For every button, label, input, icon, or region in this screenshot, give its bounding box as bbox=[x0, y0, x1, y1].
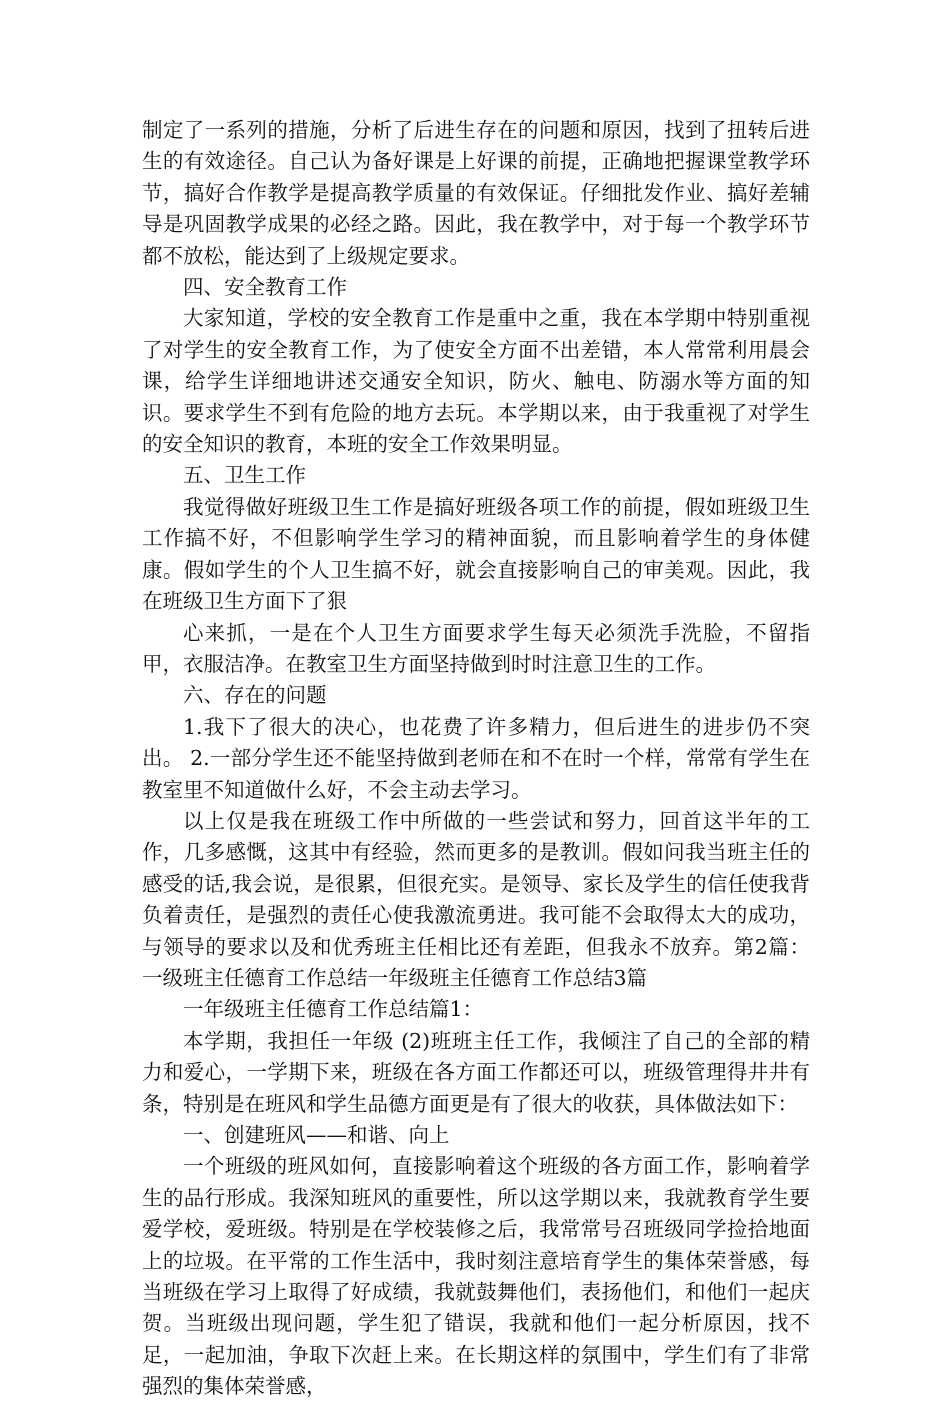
paragraph: 本学期，我担任一年级 (2)班班主任工作，我倾注了自己的全部的精力和爱心，一学期下来，班级在各方面工作都还可以，班级管理得井井有条，特别是在班风和学生品德方面更是有了很大的收获，具体做法如下： bbox=[142, 1028, 810, 1116]
paragraph: 以上仅是我在班级工作中所做的一些尝试和努力，回首这半年的工作，几多感慨，这其中有经验，然而更多的是教训。假如问我当班主任的感受的话,我会说，是很累，但很充实。是领导、家长及学生的信任使我背负着责任，是强烈的责任心使我激流勇进。我可能不会取得太大的成功，与领导的要求以及和优秀班主任相比还有差距，但我永不放弃。第2篇：一级班主任德育工作总结一年级班主任德育工作总结3篇 bbox=[142, 808, 810, 990]
paragraph: 1.我下了很大的决心，也花费了许多精力，但后进生的进步仍不突出。 2.一部分学生还不能坚持做到老师在和不在时一个样，常常有学生在教室里不知道做什么好，不会主动去学习。 bbox=[142, 714, 810, 802]
section-heading-safety: 四、安全教育工作 bbox=[183, 275, 347, 300]
paragraph: 心来抓，一是在个人卫生方面要求学生每天必须洗手洗脸，不留指甲，衣服洁净。在教室卫生方面坚持做到时时注意卫生的工作。 bbox=[142, 620, 810, 676]
paragraph: 我觉得做好班级卫生工作是搞好班级各项工作的前提，假如班级卫生工作搞不好，不但影响学生学习的精神面貌，而且影响着学生的身体健康。假如学生的个人卫生搞不好，就会直接影响自己的审美观。因此，我在班级卫生方面下了狠 bbox=[142, 494, 810, 614]
section-heading-hygiene: 五、卫生工作 bbox=[183, 463, 306, 488]
section-heading-class-style: 一、创建班风——和谐、向上 bbox=[183, 1123, 450, 1147]
paragraph: 大家知道，学校的安全教育工作是重中之重，我在本学期中特别重视了对学生的安全教育工作，为了使安全方面不出差错，本人常常利用晨会课，给学生详细地讲述交通安全知识，防火、触电、防溺水等方面的知识。要求学生不到有危险的地方去玩。本学期以来，由于我重视了对学生的安全知识的教育，本班的安全工作效果明显。 bbox=[142, 306, 810, 457]
paragraph: 制定了一系列的措施，分析了后进生存在的问题和原因，找到了扭转后进生的有效途径。自己认为备好课是上好课的前提，正确地把握课堂教学环节，搞好合作教学是提高教学质量的有效保证。仔细批发作业、搞好差辅导是巩固教学成果的必经之路。因此，我在教学中，对于每一个教学环节都不放松，能达到了上级规定要求。 bbox=[142, 118, 810, 268]
document-body bbox=[142, 115, 810, 1403]
paragraph: 一个班级的班风如何，直接影响着这个班级的各方面工作，影响着学生的品行形成。我深知班风的重要性，所以这学期以来，我就教育学生要爱学校，爱班级。特别是在学校装修之后，我常常号召班级同学捡拾地面上的垃圾。在平常的工作生活中，我时刻注意培育学生的集体荣誉感，每当班级在学习上取得了好成绩，我就鼓舞他们，表扬他们，和他们一起庆贺。当班级出现问题，学生犯了错误，我就和他们一起分析原因，找不足，一起加油，争取下次赶上来。在长期这样的氛围中，学生们有了非常强烈的集体荣誉感， bbox=[142, 1154, 810, 1399]
article-subtitle: 一年级班主任德育工作总结篇1： bbox=[183, 997, 484, 1022]
section-heading-problems: 六、存在的问题 bbox=[183, 683, 327, 708]
